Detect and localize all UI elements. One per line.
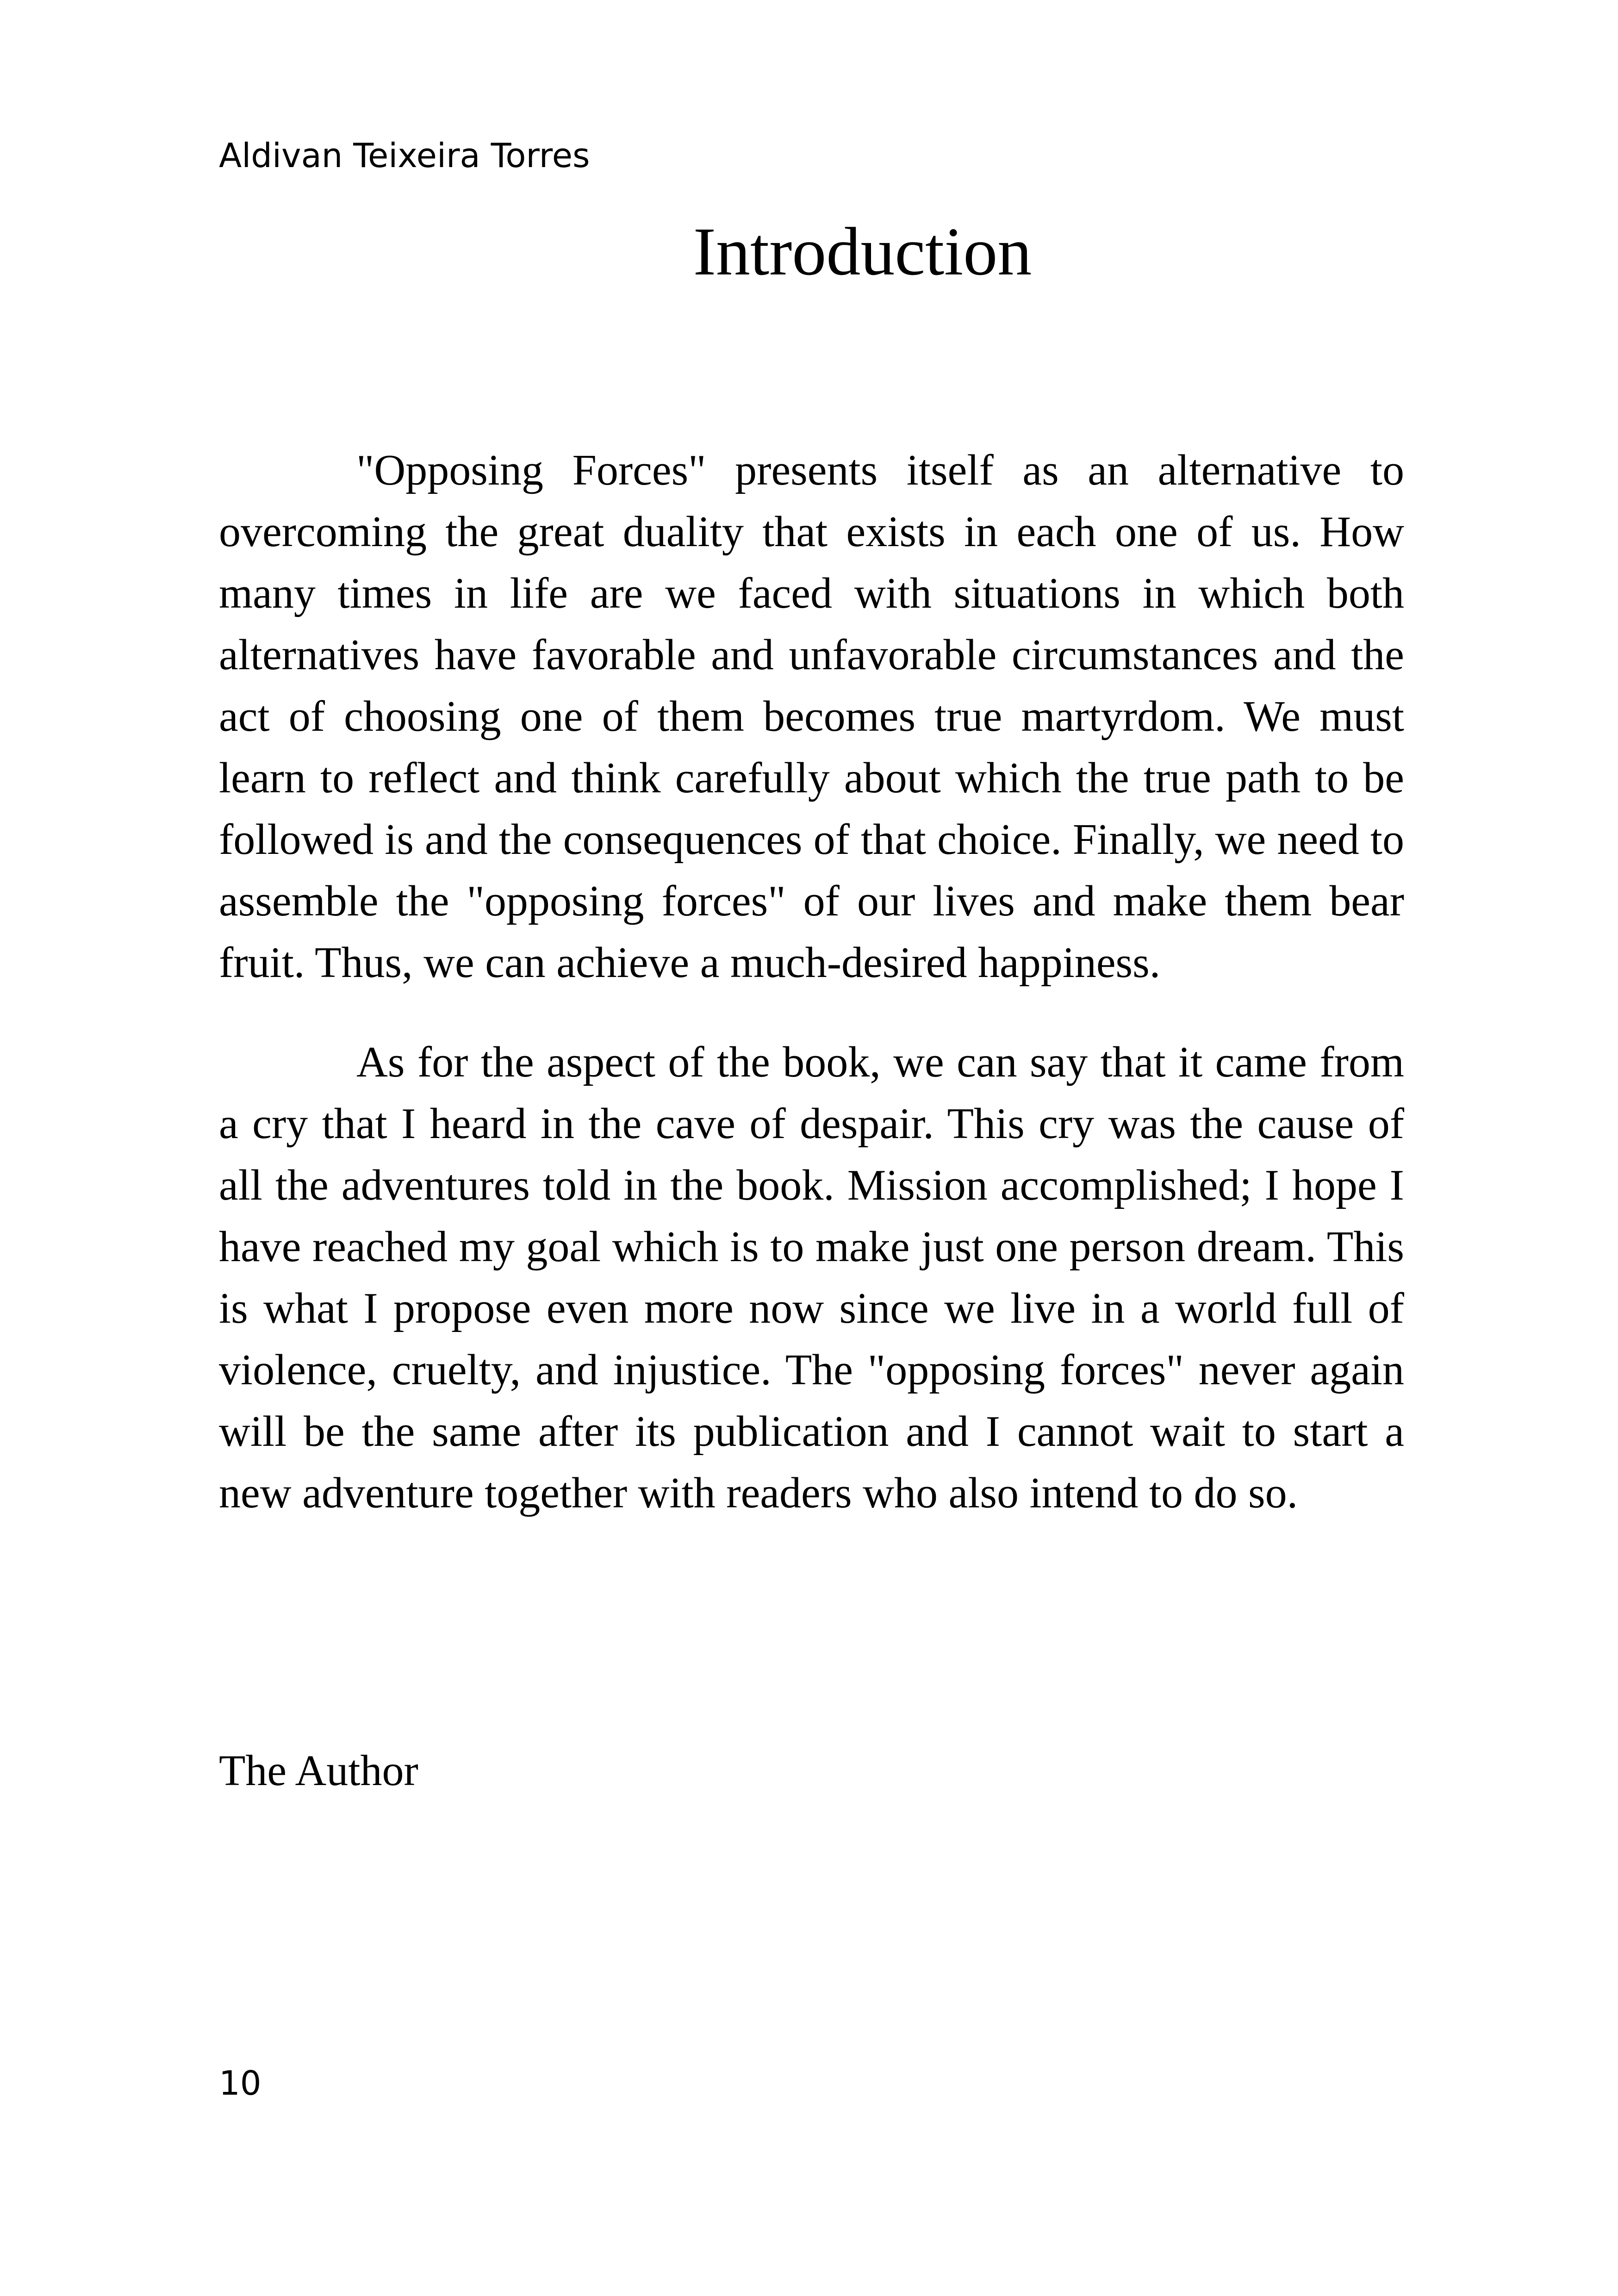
- paragraph: As for the aspect of the book, we can say that it came from a cry that I heard in the cave of despair. This cry was the cause of all the adventures told in the book. Mission accomplished; I hope I have reached my goal which is to make just one person dream. This is what I propose even more now since we live in a world full of violence, cruelty, and injustice. The "opposing forces" never again will be the same after its publication and I cannot wait to start a new adventure together with readers who also intend to do so.: [219, 1038, 1404, 1517]
- body-text: [219, 440, 1404, 1524]
- chapter-title: Introduction: [693, 214, 1032, 290]
- signature: The Author: [219, 1747, 418, 1795]
- paragraph: "Opposing Forces" presents itself as an alternative to overcoming the great duality that exists in each one of us. How many times in life are we faced with situations in which both alternatives have favorable and unfavorable circumstances and the act of choosing one of them becomes true martyrdom. We must learn to reflect and think carefully about which the true path to be followed is and the consequences of that choice. Finally, we need to assemble the "opposing forces" of our lives and make them bear fruit. Thus, we can achieve a much-desired happiness.: [219, 446, 1404, 987]
- running-header-author: Aldivan Teixeira Torres: [219, 136, 590, 175]
- page-number: 10: [219, 2064, 261, 2103]
